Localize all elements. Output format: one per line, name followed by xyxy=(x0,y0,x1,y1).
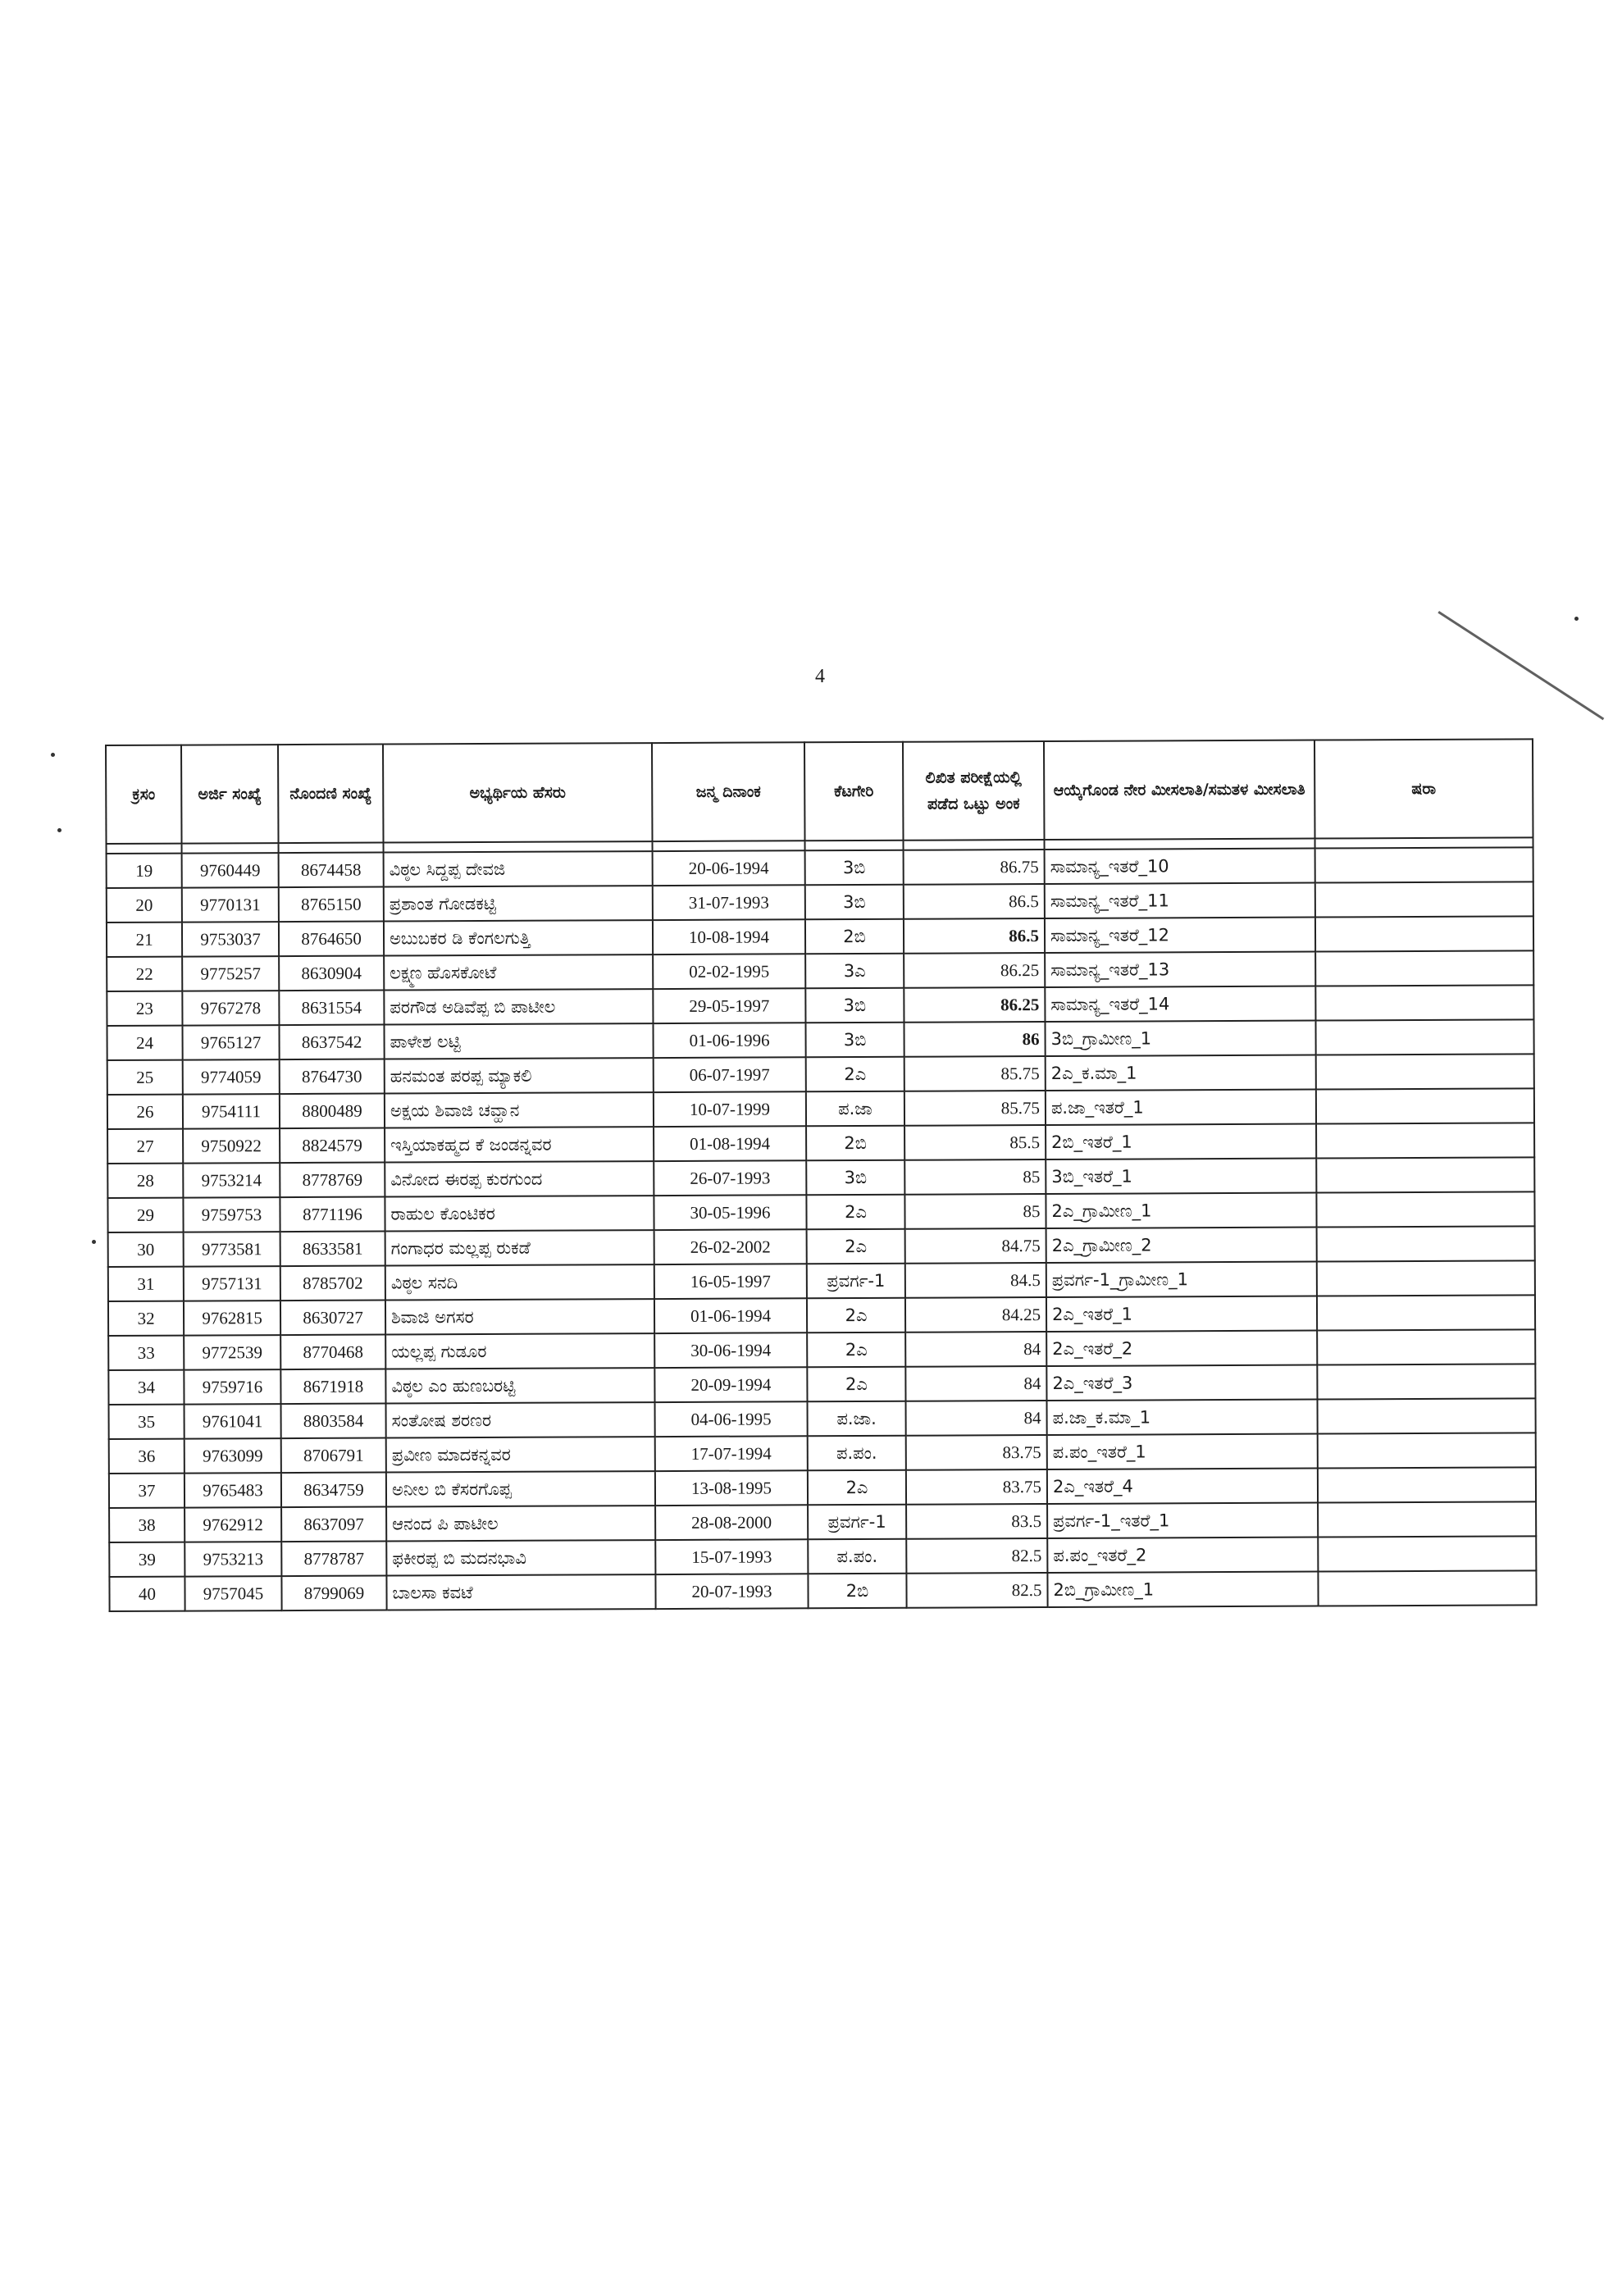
cell-candidate-name: ರಾಹುಲ ಕೊಂಟಿಕರ xyxy=(385,1196,654,1231)
cell-date-of-birth: 06-07-1997 xyxy=(654,1057,806,1092)
scan-mark-stroke xyxy=(1437,611,1604,720)
cell-remarks xyxy=(1317,1329,1535,1364)
cell-application-no: 9754111 xyxy=(183,1094,280,1129)
cell-registration-no: 8803584 xyxy=(281,1404,386,1439)
cell-date-of-birth: 01-06-1996 xyxy=(653,1023,805,1058)
cell-candidate-name: ಪ್ರಶಾಂತ ಗೋಡಕಟ್ಟಿ xyxy=(384,886,653,921)
cell-marks: 85.75 xyxy=(904,1091,1046,1126)
cell-registration-no: 8765150 xyxy=(279,887,384,922)
cell-application-no: 9761041 xyxy=(185,1404,281,1439)
cell-selection: ಪ.ಪಂ_ಇತರೆ_2 xyxy=(1047,1538,1318,1573)
cell-remarks xyxy=(1317,1226,1535,1261)
cell-candidate-name: ಅಬುಬಕರ ಡಿ ಕೆಂಗಲಗುತ್ತಿ xyxy=(384,920,653,955)
cell-date-of-birth: 13-08-1995 xyxy=(655,1470,808,1506)
cell-date-of-birth: 30-06-1994 xyxy=(654,1332,807,1368)
cell-remarks xyxy=(1318,1536,1536,1571)
cell-candidate-name: ಅಕ್ಷಯ ಶಿವಾಜಿ ಚವ್ಹಾನ xyxy=(385,1092,654,1128)
cell-candidate-name: ಸಂತೋಷ ಶರಣರ xyxy=(386,1402,655,1437)
cell-marks: 82.5 xyxy=(906,1538,1047,1574)
cell-date-of-birth: 01-08-1994 xyxy=(654,1126,806,1161)
cell-application-no: 9753214 xyxy=(183,1163,280,1198)
cell-category: 3ಬಿ xyxy=(805,988,904,1023)
cell-registration-no: 8630904 xyxy=(279,956,384,991)
cell-sl-no: 37 xyxy=(109,1474,185,1508)
header-marks: ಲಿಖಿತ ಪರೀಕ್ಷೆಯಲ್ಲಿ ಪಡೆದ ಒಟ್ಟು ಅಂಕ xyxy=(903,741,1045,840)
cell-date-of-birth: 20-06-1994 xyxy=(653,850,805,886)
cell-selection: 2ಬಿ_ಗ್ರಾಮೀಣ_1 xyxy=(1047,1572,1318,1607)
cell-date-of-birth: 20-09-1994 xyxy=(654,1367,807,1402)
cell-category: 2ಬಿ xyxy=(808,1574,906,1609)
cell-selection: ಪ್ರವರ್ಗ-1_ಇತರೆ_1 xyxy=(1047,1503,1318,1538)
cell-category: 3ಎ xyxy=(805,954,904,989)
scan-speck xyxy=(1574,617,1579,621)
cell-marks: 83.75 xyxy=(906,1469,1047,1505)
cell-selection: 2ಎ_ಇತರೆ_4 xyxy=(1047,1469,1318,1504)
cell-marks: 84.25 xyxy=(905,1297,1046,1332)
cell-selection: 3ಬಿ_ಗ್ರಾಮೀಣ_1 xyxy=(1045,1021,1315,1056)
cell-candidate-name: ಅನೀಲ ಬಿ ಕೆಸರಗೊಪ್ಪ xyxy=(386,1471,655,1506)
cell-registration-no: 8706791 xyxy=(281,1438,386,1474)
cell-selection: ಪ.ಜಾ_ಕ.ಮಾ_1 xyxy=(1047,1400,1318,1435)
cell-category: 2ಎ xyxy=(807,1367,905,1402)
cell-selection: 3ಬಿ_ಇತರೆ_1 xyxy=(1046,1159,1316,1194)
cell-sl-no: 32 xyxy=(108,1301,184,1336)
cell-registration-no: 8785702 xyxy=(280,1266,385,1301)
cell-marks: 84 xyxy=(906,1401,1047,1436)
cell-category: 3ಬಿ xyxy=(806,1160,904,1196)
cell-marks: 84 xyxy=(905,1366,1046,1401)
cell-category: 2ಬಿ xyxy=(806,1126,904,1161)
cell-category: 2ಎ xyxy=(806,1057,904,1092)
cell-marks: 84.75 xyxy=(905,1228,1046,1264)
cell-category: 2ಬಿ xyxy=(805,919,904,954)
cell-registration-no: 8764650 xyxy=(279,922,384,957)
cell-remarks xyxy=(1317,1295,1535,1330)
cell-sl-no: 27 xyxy=(107,1129,183,1164)
cell-candidate-name: ಹನಮಂತ ಪರಪ್ಪ ಮ್ಯಾಕಲಿ xyxy=(385,1058,654,1093)
cell-category: 3ಬಿ xyxy=(805,1023,904,1058)
cell-category: ಪ.ಪಂ. xyxy=(808,1436,906,1471)
cell-application-no: 9762815 xyxy=(184,1301,280,1336)
cell-selection: ಸಾಮಾನ್ಯ_ಇತರೆ_11 xyxy=(1045,883,1315,918)
cell-registration-no: 8633581 xyxy=(280,1232,385,1267)
header-selection: ಆಯ್ಕೆಗೊಂಡ ನೇರ ಮೀಸಲಾತಿ/ಸಮತಳ ಮೀಸಲಾತಿ xyxy=(1044,740,1315,840)
cell-candidate-name: ಇಸ್ತಿಯಾಕಹ್ಮದ ಕೆ ಜಂಡನ್ನವರ xyxy=(385,1127,654,1162)
scan-speck xyxy=(57,828,62,832)
cell-date-of-birth: 16-05-1997 xyxy=(654,1264,807,1299)
cell-date-of-birth: 30-05-1996 xyxy=(654,1195,806,1230)
page-number: 4 xyxy=(815,666,825,687)
cell-candidate-name: ಯಲ್ಲಪ್ಪ ಗುಡೂರ xyxy=(385,1333,654,1369)
cell-selection: 2ಎ_ಗ್ರಾಮೀಣ_2 xyxy=(1046,1228,1317,1263)
header-date-of-birth: ಜನ್ಮ ದಿನಾಂಕ xyxy=(652,742,805,841)
cell-remarks xyxy=(1315,985,1533,1020)
cell-application-no: 9753213 xyxy=(185,1542,281,1577)
cell-sl-no: 36 xyxy=(109,1439,185,1474)
cell-sl-no: 25 xyxy=(107,1060,183,1095)
cell-remarks xyxy=(1317,1364,1535,1399)
cell-date-of-birth: 31-07-1993 xyxy=(653,885,805,920)
cell-sl-no: 31 xyxy=(108,1267,184,1301)
cell-application-no: 9765127 xyxy=(182,1025,279,1060)
cell-registration-no: 8674458 xyxy=(279,853,384,888)
cell-candidate-name: ಪ್ರವೀಣ ಮಾದಕನ್ನವರ xyxy=(386,1437,655,1472)
cell-candidate-name: ವಿಠ್ಠಲ ಸನದಿ xyxy=(385,1264,654,1300)
cell-sl-no: 21 xyxy=(107,922,182,957)
cell-sl-no: 26 xyxy=(107,1095,183,1129)
cell-application-no: 9774059 xyxy=(183,1059,280,1095)
cell-candidate-name: ಗಂಗಾಧರ ಮಲ್ಲಪ್ಪ ರುಕಡೆ xyxy=(385,1230,654,1265)
cell-selection: 2ಎ_ಇತರೆ_3 xyxy=(1046,1365,1317,1401)
cell-date-of-birth: 10-08-1994 xyxy=(653,919,805,954)
cell-sl-no: 22 xyxy=(107,957,182,991)
cell-application-no: 9762912 xyxy=(185,1507,281,1542)
cell-application-no: 9757045 xyxy=(185,1576,281,1611)
cell-sl-no: 20 xyxy=(107,888,182,922)
cell-sl-no: 35 xyxy=(109,1405,185,1439)
cell-application-no: 9767278 xyxy=(182,991,279,1026)
cell-marks: 86.25 xyxy=(904,987,1045,1023)
cell-remarks xyxy=(1318,1501,1536,1537)
cell-selection: ಸಾಮಾನ್ಯ_ಇತರೆ_13 xyxy=(1045,952,1315,987)
cell-sl-no: 40 xyxy=(109,1577,185,1611)
scan-speck xyxy=(51,753,55,757)
cell-selection: ಪ.ಪಂ_ಇತರೆ_1 xyxy=(1047,1434,1318,1469)
cell-sl-no: 23 xyxy=(107,991,182,1026)
cell-candidate-name: ವಿನೋದ ಈರಪ್ಪ ಕುರಗುಂದ xyxy=(385,1161,654,1196)
cell-category: 2ಎ xyxy=(806,1195,904,1230)
cell-remarks xyxy=(1316,1191,1534,1227)
cell-registration-no: 8770468 xyxy=(280,1335,385,1370)
cell-candidate-name: ವಿಠ್ಠಲ ಸಿದ್ದಪ್ಪ ದೇವಜಿ xyxy=(384,851,653,886)
cell-date-of-birth: 28-08-2000 xyxy=(655,1505,808,1540)
cell-remarks xyxy=(1316,1054,1534,1089)
cell-category: ಪ.ಪಂ. xyxy=(808,1539,906,1574)
cell-remarks xyxy=(1318,1467,1536,1502)
cell-registration-no: 8630727 xyxy=(280,1301,385,1336)
cell-marks: 86.25 xyxy=(904,953,1045,988)
cell-registration-no: 8631554 xyxy=(279,991,384,1026)
cell-sl-no: 24 xyxy=(107,1026,182,1060)
cell-candidate-name: ವಿಠ್ಠಲ ಎಂ ಹುಣಬರಟ್ಟಿ xyxy=(385,1368,654,1403)
cell-marks: 85.75 xyxy=(904,1056,1046,1091)
cell-registration-no: 8799069 xyxy=(281,1576,386,1611)
cell-date-of-birth: 17-07-1994 xyxy=(655,1436,808,1471)
cell-application-no: 9770131 xyxy=(182,887,279,922)
cell-marks: 84.5 xyxy=(905,1263,1046,1298)
cell-category: 2ಎ xyxy=(808,1470,906,1506)
cell-candidate-name: ಪರಗೌಡ ಅಡಿವೆಪ್ಪ ಬಿ ಪಾಟೀಲ xyxy=(384,989,653,1024)
cell-category: 2ಎ xyxy=(807,1332,905,1368)
cell-remarks xyxy=(1316,1088,1534,1123)
cell-date-of-birth: 01-06-1994 xyxy=(654,1298,807,1333)
cell-candidate-name: ಫಕೀರಪ್ಪ ಬಿ ಮದನಭಾವಿ xyxy=(386,1540,655,1575)
header-sl-no: ಕ್ರಸಂ xyxy=(106,745,182,844)
cell-date-of-birth: 26-07-1993 xyxy=(654,1160,806,1196)
cell-date-of-birth: 20-07-1993 xyxy=(655,1574,808,1609)
cell-candidate-name: ಆನಂದ ಪಿ ಪಾಟೀಲ xyxy=(386,1506,655,1541)
cell-category: ಪ್ರವರ್ಗ-1 xyxy=(808,1505,906,1540)
cell-sl-no: 30 xyxy=(108,1232,184,1267)
cell-sl-no: 28 xyxy=(107,1164,183,1198)
cell-application-no: 9772539 xyxy=(184,1335,280,1370)
cell-remarks xyxy=(1318,1433,1536,1468)
scan-speck xyxy=(92,1240,96,1244)
cell-application-no: 9763099 xyxy=(185,1438,281,1474)
cell-registration-no: 8778769 xyxy=(280,1163,385,1198)
cell-candidate-name: ಬಾಲಸಾ ಕವಟೆ xyxy=(386,1574,655,1610)
cell-category: ಪ.ಜಾ xyxy=(806,1091,904,1127)
cell-marks: 82.5 xyxy=(906,1573,1047,1608)
cell-category: 2ಎ xyxy=(807,1229,905,1264)
cell-sl-no: 29 xyxy=(107,1198,183,1232)
cell-selection: ಪ್ರವರ್ಗ-1_ಗ್ರಾಮೀಣ_1 xyxy=(1046,1262,1317,1297)
cell-application-no: 9753037 xyxy=(182,922,279,957)
cell-sl-no: 19 xyxy=(107,854,182,888)
cell-candidate-name: ಶಿವಾಜಿ ಅಗಸರ xyxy=(385,1299,654,1334)
cell-registration-no: 8764730 xyxy=(280,1059,385,1095)
cell-selection: 2ಎ_ಗ್ರಾಮೀಣ_1 xyxy=(1046,1193,1316,1228)
cell-category: 2ಎ xyxy=(807,1298,905,1333)
cell-remarks xyxy=(1315,847,1533,882)
cell-date-of-birth: 29-05-1997 xyxy=(653,988,805,1023)
cell-category: 3ಬಿ xyxy=(805,850,904,886)
cell-marks: 83.75 xyxy=(906,1435,1047,1470)
cell-marks: 86.5 xyxy=(904,884,1045,919)
cell-date-of-birth: 15-07-1993 xyxy=(655,1539,808,1574)
header-candidate-name: ಅಭ್ಯರ್ಥಿಯ ಹೆಸರು xyxy=(383,743,653,842)
cell-selection: 2ಬಿ_ಇತರೆ_1 xyxy=(1046,1124,1316,1159)
cell-date-of-birth: 02-02-1995 xyxy=(653,954,805,989)
cell-application-no: 9760449 xyxy=(182,853,279,888)
cell-marks: 83.5 xyxy=(906,1504,1047,1539)
cell-date-of-birth: 04-06-1995 xyxy=(655,1401,808,1437)
cell-sl-no: 34 xyxy=(108,1370,184,1405)
cell-remarks xyxy=(1315,882,1533,917)
cell-selection: ಸಾಮಾನ್ಯ_ಇತರೆ_14 xyxy=(1045,986,1315,1022)
cell-candidate-name: ಪಾಳೇಶ ಲಟ್ಟಿ xyxy=(384,1023,653,1059)
cell-selection: ಸಾಮಾನ್ಯ_ಇತರೆ_12 xyxy=(1045,918,1315,953)
cell-candidate-name: ಲಕ್ಷ್ಮಣ ಹೊಸಕೋಟೆ xyxy=(384,954,653,990)
header-remarks: ಷರಾ xyxy=(1314,739,1533,838)
table-header-row xyxy=(106,739,1533,844)
cell-remarks xyxy=(1316,1157,1534,1192)
cell-marks: 85.5 xyxy=(904,1125,1046,1160)
cell-application-no: 9759716 xyxy=(184,1369,280,1405)
cell-selection: 2ಎ_ಇತರೆ_2 xyxy=(1046,1331,1317,1366)
cell-sl-no: 39 xyxy=(109,1542,185,1577)
cell-marks: 85 xyxy=(904,1159,1046,1195)
cell-application-no: 9775257 xyxy=(182,956,279,991)
cell-category: 3ಬಿ xyxy=(805,885,904,920)
cell-registration-no: 8778787 xyxy=(281,1542,386,1577)
cell-marks: 86.5 xyxy=(904,918,1045,954)
cell-remarks xyxy=(1317,1260,1535,1296)
cell-application-no: 9773581 xyxy=(184,1232,280,1267)
cell-category: ಪ.ಜಾ. xyxy=(808,1401,906,1437)
cell-application-no: 9750922 xyxy=(183,1128,280,1164)
table-row xyxy=(109,1570,1536,1611)
cell-registration-no: 8671918 xyxy=(280,1369,385,1405)
header-registration-no: ನೊಂದಣಿ ಸಂಖ್ಯೆ xyxy=(278,745,384,844)
cell-application-no: 9757131 xyxy=(184,1266,280,1301)
cell-remarks xyxy=(1315,916,1533,951)
header-application-no: ಅರ್ಜಿ ಸಂಖ್ಯೆ xyxy=(181,745,279,844)
table-body xyxy=(107,837,1537,1611)
cell-remarks xyxy=(1317,1398,1535,1433)
cell-category: ಪ್ರವರ್ಗ-1 xyxy=(807,1264,905,1299)
cell-registration-no: 8634759 xyxy=(281,1473,386,1508)
cell-selection: ಪ.ಜಾ_ಇತರೆ_1 xyxy=(1046,1090,1316,1125)
cell-selection: ಸಾಮಾನ್ಯ_ಇತರೆ_10 xyxy=(1045,849,1315,884)
cell-marks: 85 xyxy=(904,1194,1046,1229)
merit-list-table xyxy=(105,738,1538,1612)
cell-registration-no: 8800489 xyxy=(280,1094,385,1129)
cell-remarks xyxy=(1315,1019,1533,1055)
cell-marks: 86 xyxy=(904,1022,1045,1057)
cell-date-of-birth: 10-07-1999 xyxy=(654,1091,806,1127)
cell-marks: 86.75 xyxy=(904,850,1045,885)
cell-remarks xyxy=(1315,950,1533,986)
cell-application-no: 9759753 xyxy=(183,1197,280,1232)
cell-sl-no: 33 xyxy=(108,1336,184,1370)
cell-sl-no: 38 xyxy=(109,1508,185,1542)
cell-selection: 2ಎ_ಕ.ಮಾ_1 xyxy=(1046,1055,1316,1091)
cell-registration-no: 8637097 xyxy=(281,1507,386,1542)
header-category: ಕೆಟಗೇರಿ xyxy=(804,742,904,841)
cell-selection: 2ಎ_ಇತರೆ_1 xyxy=(1046,1296,1317,1332)
cell-remarks xyxy=(1316,1123,1534,1158)
cell-registration-no: 8771196 xyxy=(280,1197,385,1232)
cell-registration-no: 8637542 xyxy=(279,1025,384,1060)
cell-application-no: 9765483 xyxy=(185,1473,281,1508)
cell-marks: 84 xyxy=(905,1332,1046,1367)
cell-date-of-birth: 26-02-2002 xyxy=(654,1229,807,1264)
cell-registration-no: 8824579 xyxy=(280,1128,385,1164)
cell-remarks xyxy=(1318,1570,1536,1606)
